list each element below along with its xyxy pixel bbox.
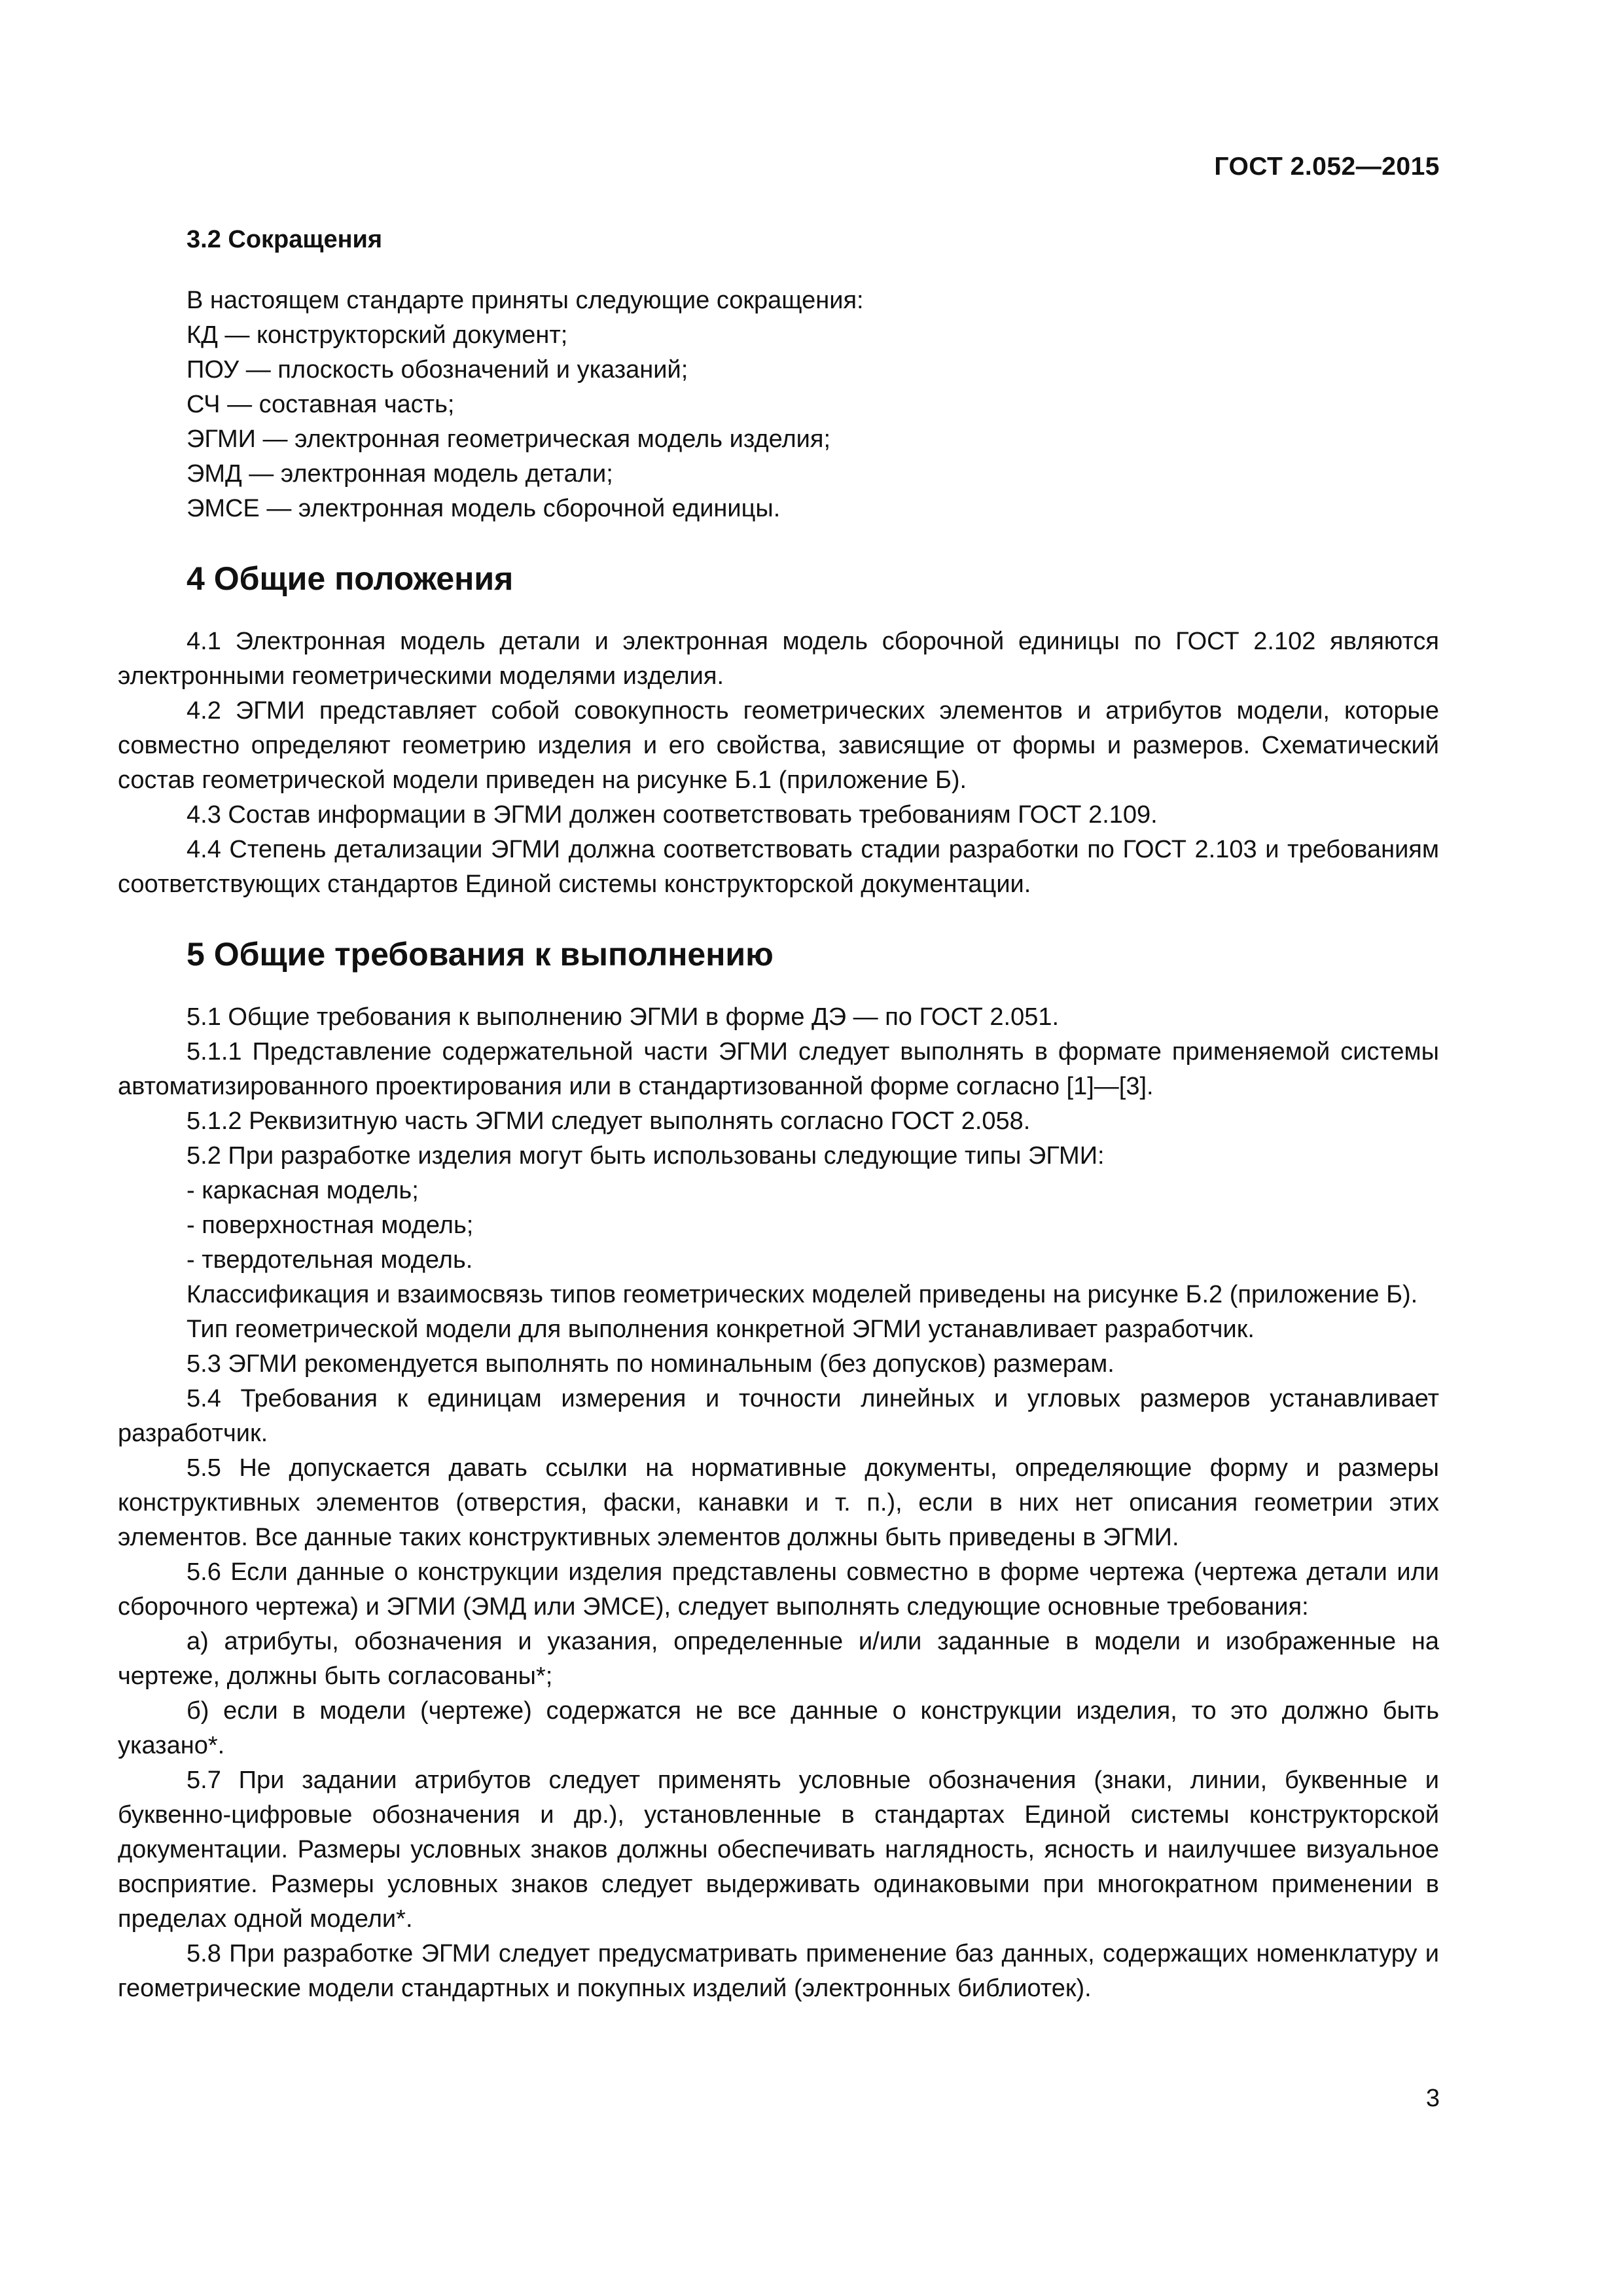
document-code: ГОСТ 2.052—2015 [1214, 152, 1440, 181]
paragraph-5-6-a: а) атрибуты, обозначения и указания, определенные и/или заданные в модели и изображенные на чертеже, должны быть согласованы*; [118, 1628, 1439, 1690]
paragraph-4-1: 4.1 Электронная модель детали и электронная модель сборочной единицы по ГОСТ 2.102 являются электронными геометрическими моделями изделия. [118, 628, 1439, 690]
subsection-3-2-title: 3.2 Сокращения [187, 226, 383, 253]
paragraph-5-5: 5.5 Не допускается давать ссылки на нормативные документы, определяющие форму и размеры конструктивных элементов (отверстия, фаски, канавки и т. п.), если в них нет описания геометрии этих элементов. Все данные таких конструктивных элементов должны быть приведены в ЭГМИ. [118, 1454, 1439, 1551]
section-5-title: 5 Общие требования к выполнению [187, 936, 774, 973]
paragraph-4-3: 4.3 Состав информации в ЭГМИ должен соответствовать требованиям ГОСТ 2.109. [187, 801, 1158, 829]
model-type-item: - каркасная модель; [187, 1177, 419, 1204]
page-number: 3 [1425, 2085, 1440, 2112]
paragraph-4-2: 4.2 ЭГМИ представляет собой совокупность геометрических элементов и атрибутов модели, которые совместно определяют геометрию изделия и его свойства, зависящие от формы и размеров. Схематический состав геометрической модели приведен на рисунке Б.1 (приложение Б). [118, 697, 1439, 794]
paragraph-5-6: 5.6 Если данные о конструкции изделия представлены совместно в форме чертежа (чертежа детали или сборочного чертежа) и ЭГМИ (ЭМД или ЭМСЕ), следует выполнять следующие основные требования: [118, 1558, 1439, 1621]
paragraph-5-1: 5.1 Общие требования к выполнению ЭГМИ в форме ДЭ — по ГОСТ 2.051. [187, 1003, 1060, 1031]
paragraph-5-4: 5.4 Требования к единицам измерения и точности линейных и угловых размеров устанавливает разработчик. [118, 1385, 1439, 1447]
paragraph-5-2: 5.2 При разработке изделия могут быть использованы следующие типы ЭГМИ: [187, 1142, 1105, 1170]
paragraph-5-1-1: 5.1.1 Представление содержательной части ЭГМИ следует выполнять в формате применяемой системы автоматизированного проектирования или в стандартизованной форме согласно [1]—[3]. [118, 1038, 1439, 1100]
paragraph-5-8: 5.8 При разработке ЭГМИ следует предусматривать применение баз данных, содержащих номенклатуру и геометрические модели стандартных и покупных изделий (электронных библиотек). [118, 1940, 1439, 2002]
abbreviations-list [118, 318, 1439, 526]
abbreviation-item: СЧ — составная часть; [187, 391, 455, 418]
paragraph-classification: Классификация и взаимосвязь типов геометрических моделей приведены на рисунке Б.2 (приложение Б). [187, 1281, 1418, 1308]
paragraph-5-6-b: б) если в модели (чертеже) содержатся не все данные о конструкции изделия, то это должно быть указано*. [118, 1697, 1439, 1759]
paragraph-model-type: Тип геометрической модели для выполнения конкретной ЭГМИ устанавливает разработчик. [187, 1316, 1255, 1343]
paragraph-5-7: 5.7 При задании атрибутов следует применять условные обозначения (знаки, линии, буквенные и буквенно-цифровые обозначения и др.), установленные в стандартах Единой системы конструкторской документации. Размеры условных знаков должны обеспечивать наглядность, ясность и наилучшее визуальное восприятие. Размеры условных знаков следует выдерживать одинаковыми при многократном применении в пределах одной модели*. [118, 1767, 1439, 1933]
paragraph-5-1-2: 5.1.2 Реквизитную часть ЭГМИ следует выполнять согласно ГОСТ 2.058. [187, 1107, 1031, 1135]
model-type-item: - поверхностная модель; [187, 1211, 474, 1239]
page-content [118, 223, 1439, 2006]
paragraph-5-3: 5.3 ЭГМИ рекомендуется выполнять по номинальным (без допусков) размерам. [187, 1350, 1115, 1378]
paragraph-4-4: 4.4 Степень детализации ЭГМИ должна соответствовать стадии разработки по ГОСТ 2.103 и требованиям соответствующих стандартов Единой системы конструкторской документации. [118, 836, 1439, 898]
abbreviations-intro: В настоящем стандарте приняты следующие сокращения: [187, 287, 864, 314]
abbreviation-item: КД — конструкторский документ; [187, 321, 568, 349]
section-4-title: 4 Общие положения [187, 560, 514, 597]
abbreviation-item: ЭМД — электронная модель детали; [187, 460, 613, 488]
abbreviation-item: ПОУ — плоскость обозначений и указаний; [187, 356, 688, 384]
abbreviation-item: ЭМСЕ — электронная модель сборочной единицы. [187, 495, 781, 522]
abbreviation-item: ЭГМИ — электронная геометрическая модель изделия; [187, 425, 831, 453]
model-type-item: - твердотельная модель. [187, 1246, 473, 1274]
